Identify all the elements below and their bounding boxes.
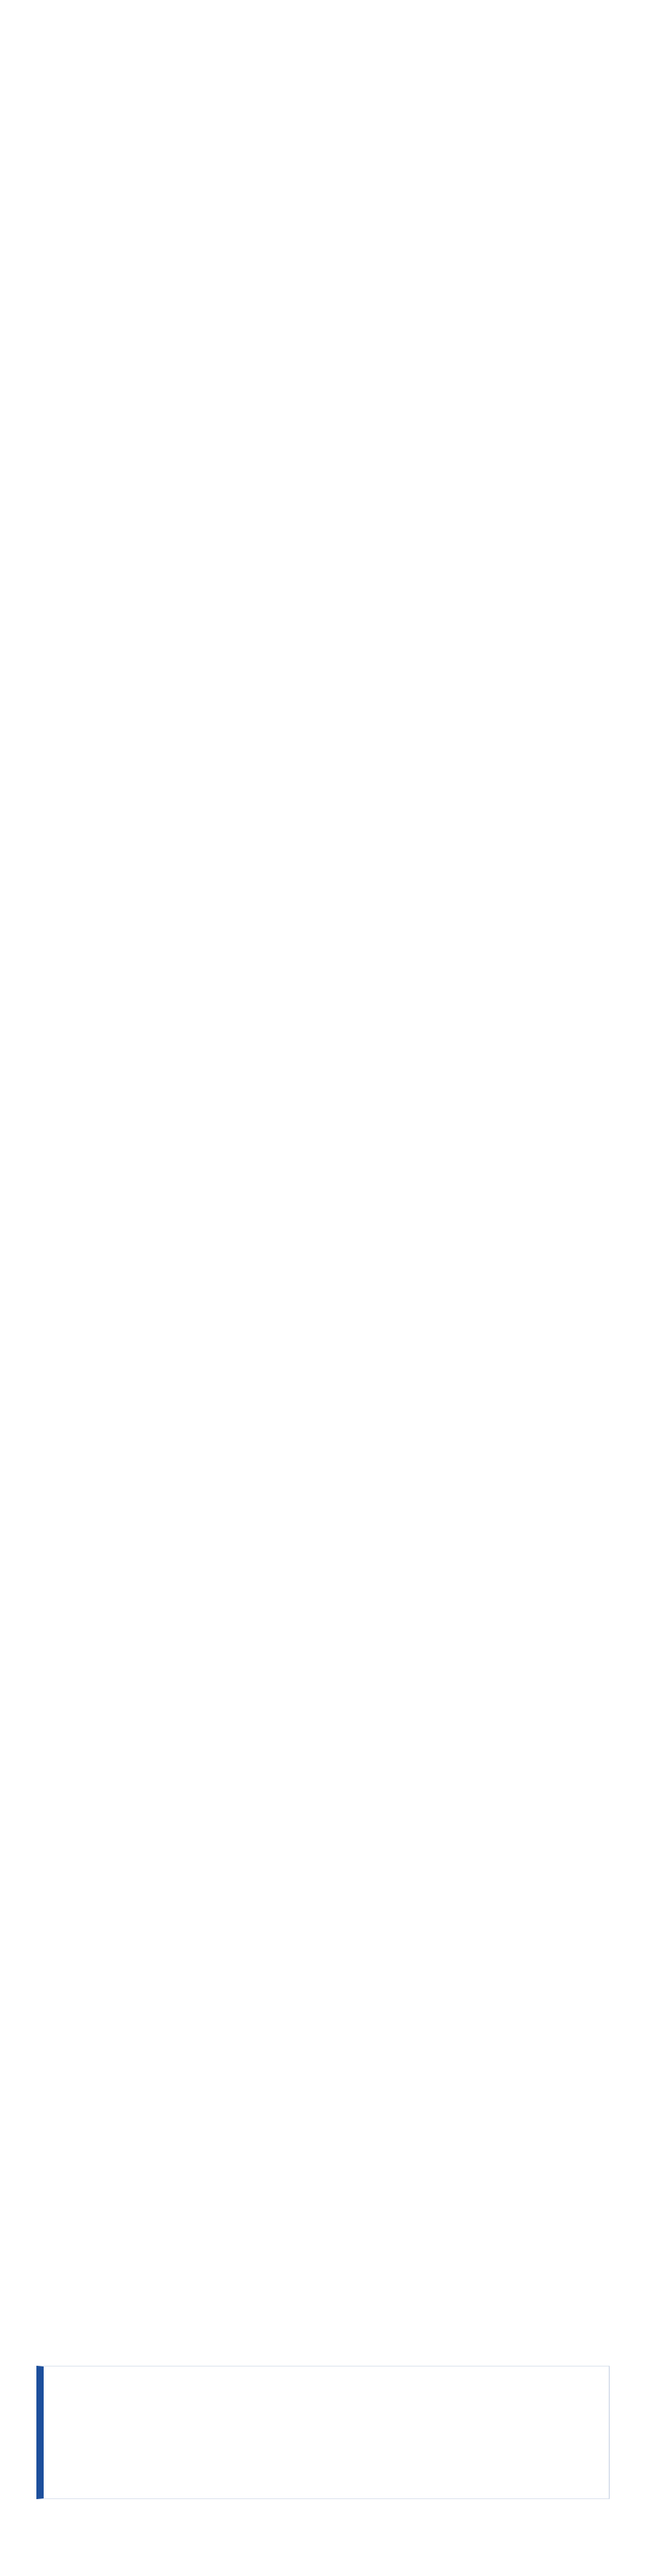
quote-block <box>36 2366 610 2499</box>
